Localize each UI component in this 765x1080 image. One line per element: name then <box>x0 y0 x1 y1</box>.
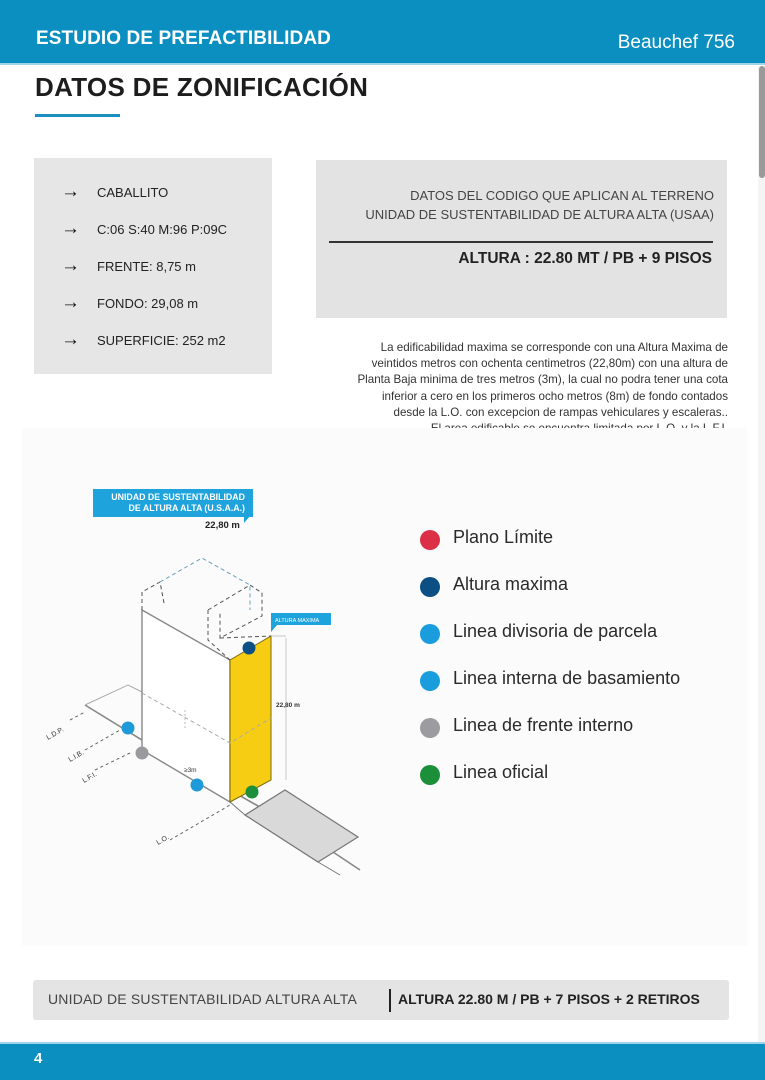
lot-info-text: C:06 S:40 M:96 P:09C <box>97 221 228 237</box>
scrollbar-thumb[interactable] <box>759 66 765 178</box>
code-unit: UNIDAD DE SUSTENTABILIDAD DE ALTURA ALTA (USAA) <box>365 207 714 222</box>
lot-info-item <box>61 182 168 202</box>
arrow-right-icon: → <box>61 255 80 276</box>
footer-bar <box>0 1042 765 1080</box>
altura-maxima-marker <box>243 642 256 655</box>
green-dot-icon <box>420 765 440 785</box>
usaa-tag <box>93 489 253 517</box>
altura-maxima-tag: ALTURA MAXIMA <box>275 618 320 624</box>
lot-info-item <box>61 219 227 239</box>
legend-label: Linea de frente interno <box>453 714 634 735</box>
title-underline <box>35 114 120 117</box>
lo-label: L.O. <box>155 834 171 847</box>
property-address: Beauchef 756 <box>617 32 735 53</box>
description-line: La edificabilidad maxima se corresponde con una Altura Maxima de <box>380 341 728 354</box>
page-title: DATOS DE ZONIFICACIÓN <box>35 72 369 102</box>
legend-label: Altura maxima <box>453 573 569 594</box>
zoning-code-box <box>316 160 727 318</box>
lib-label: L.I.B. <box>67 749 86 764</box>
lot-info-text: FRENTE: 8,75 m <box>97 258 196 274</box>
legend-item-plano-limite <box>420 525 720 549</box>
top-header-bar <box>0 0 765 65</box>
lot-info-box <box>34 158 272 374</box>
lot-info-text: CABALLITO <box>97 184 169 200</box>
lot-info-item <box>61 256 196 276</box>
summary-divider <box>389 989 391 1012</box>
legend-label: Plano Límite <box>453 526 554 547</box>
ldp-label: L.D.P. <box>45 726 66 742</box>
summary-bar <box>33 980 729 1020</box>
arrow-right-icon: → <box>61 181 80 202</box>
description-line: veintidos metros con ochenta centimetros (22,80m) con una altura de <box>371 357 728 371</box>
lot-info-item <box>61 330 226 350</box>
legend-item-linea-oficial <box>420 760 720 784</box>
basamiento-marker <box>191 779 204 792</box>
pb-height-label: ≥3m <box>184 767 197 774</box>
page-number: 4 <box>34 1050 43 1067</box>
description-line: inferior a cero en los primeros ocho metros (8m) de fondo contados <box>381 389 728 403</box>
blue-dot-icon <box>420 671 440 691</box>
linea-oficial-marker <box>246 786 259 799</box>
code-max-height: ALTURA : 22.80 MT / PB + 9 PISOS <box>458 250 712 267</box>
legend-item-altura-maxima <box>420 572 720 596</box>
usaa-tag-line: DE ALTURA ALTA (U.S.A.A.) <box>128 503 245 513</box>
arrow-right-icon: → <box>61 292 80 313</box>
description-line: Planta Baja minima de tres metros (3m), la cual no podra tener una cota <box>357 373 728 387</box>
description-line: desde la L.O. con excepcion de rampas vehiculares y escaleras.. <box>393 405 728 419</box>
lot-info-text: SUPERFICIE: 252 m2 <box>97 332 226 348</box>
lfi-label: L.F.I. <box>81 771 99 785</box>
vertical-scrollbar[interactable] <box>758 66 765 1046</box>
summary-unit: UNIDAD DE SUSTENTABILIDAD ALTURA ALTA <box>48 991 357 1007</box>
legend-item-frente-interno <box>420 713 720 737</box>
red-dot-icon <box>420 530 440 550</box>
lot-info-text: FONDO: 29,08 m <box>97 295 199 311</box>
navy-dot-icon <box>420 577 440 597</box>
legend-label: Linea interna de basamiento <box>453 667 681 688</box>
legend-item-linea-divisoria <box>420 619 720 643</box>
code-heading: DATOS DEL CODIGO QUE APLICAN AL TERRENO <box>410 188 714 203</box>
frente-interno-marker <box>136 747 149 760</box>
legend-label: Linea divisoria de parcela <box>453 620 658 641</box>
legend-item-linea-interna <box>420 666 720 690</box>
blue-dot-icon <box>420 624 440 644</box>
document-title: ESTUDIO DE PREFACTIBILIDAD <box>36 28 332 49</box>
arrow-right-icon: → <box>61 218 80 239</box>
usaa-height-label: 22,80 m <box>205 520 240 531</box>
divider <box>329 241 713 243</box>
usaa-tag-tail <box>244 516 250 523</box>
legend-label: Linea oficial <box>453 761 549 782</box>
building-isometric-diagram <box>40 540 380 880</box>
facade-height-label: 22,80 m <box>276 702 300 709</box>
lot-info-item <box>61 293 198 313</box>
parcela-marker <box>122 722 135 735</box>
grey-dot-icon <box>420 718 440 738</box>
summary-height: ALTURA 22.80 M / PB + 7 PISOS + 2 RETIROS <box>398 991 700 1007</box>
usaa-tag-line: UNIDAD DE SUSTENTABILIDAD <box>111 492 245 502</box>
arrow-right-icon: → <box>61 329 80 350</box>
